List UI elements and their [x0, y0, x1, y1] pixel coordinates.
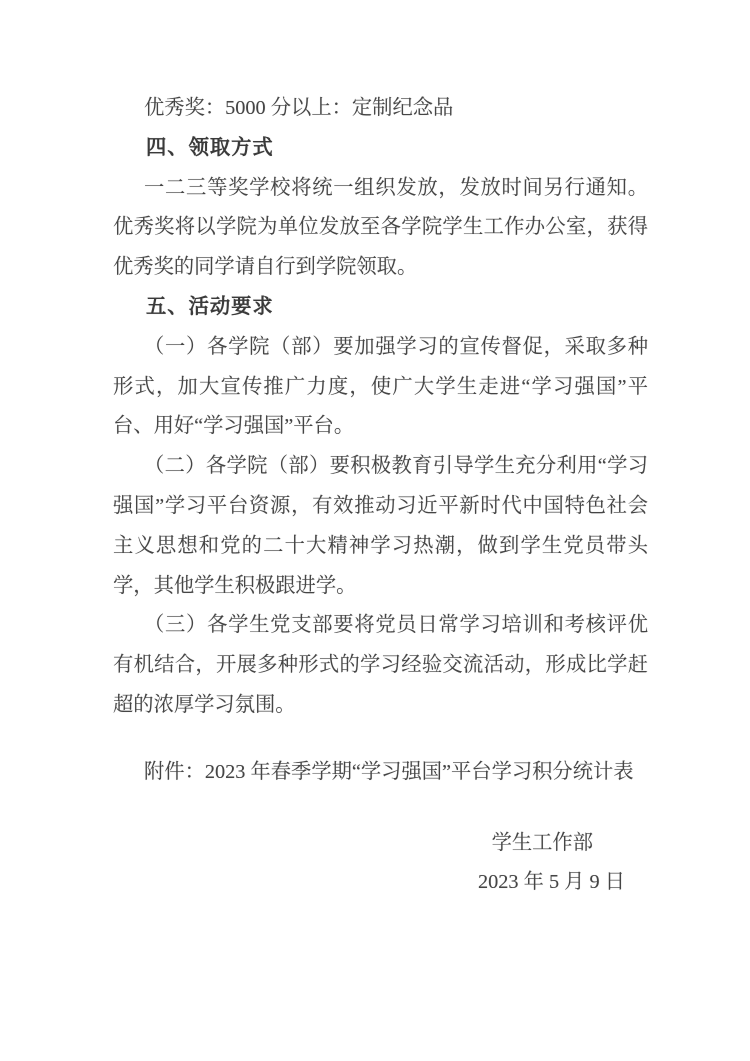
section-heading-4: 四、领取方式: [146, 136, 274, 159]
document-body: [113, 89, 648, 903]
attachment-line: 附件：2023 年春季学期“学习强国”平台学习积分统计表: [144, 760, 634, 783]
paragraph-collection-method: 一二三等奖学校将统一组织发放，发放时间另行通知。优秀奖将以学院为单位发放至各学院学生工作办公室，获得优秀奖的同学请自行到学院领取。: [113, 176, 648, 279]
paragraph-requirement-2: （二）各学院（部）要积极教育引导学生充分利用“学习强国”学习平台资源，有效推动习近平新时代中国特色社会主义思想和党的二十大精神学习热潮，做到学生党员带头学，其他学生积极跟进学。: [113, 455, 648, 597]
signature-line: 学生工作部: [491, 831, 593, 854]
paragraph-requirement-1: （一）各学院（部）要加强学习的宣传督促，采取多种形式，加大宣传推广力度，使广大学生走进“学习强国”平台、用好“学习强国”平台。: [113, 335, 648, 438]
paragraph-requirement-3: （三）各学生党支部要将党员日常学习培训和考核评优有机结合，开展多种形式的学习经验交流活动，形成比学赶超的浓厚学习氛围。: [113, 614, 648, 716]
paragraph-excellent-award: 优秀奖：5000 分以上：定制纪念品: [144, 97, 454, 119]
section-heading-5: 五、活动要求: [146, 295, 274, 318]
date-line: 2023 年 5 月 9 日: [477, 871, 625, 894]
